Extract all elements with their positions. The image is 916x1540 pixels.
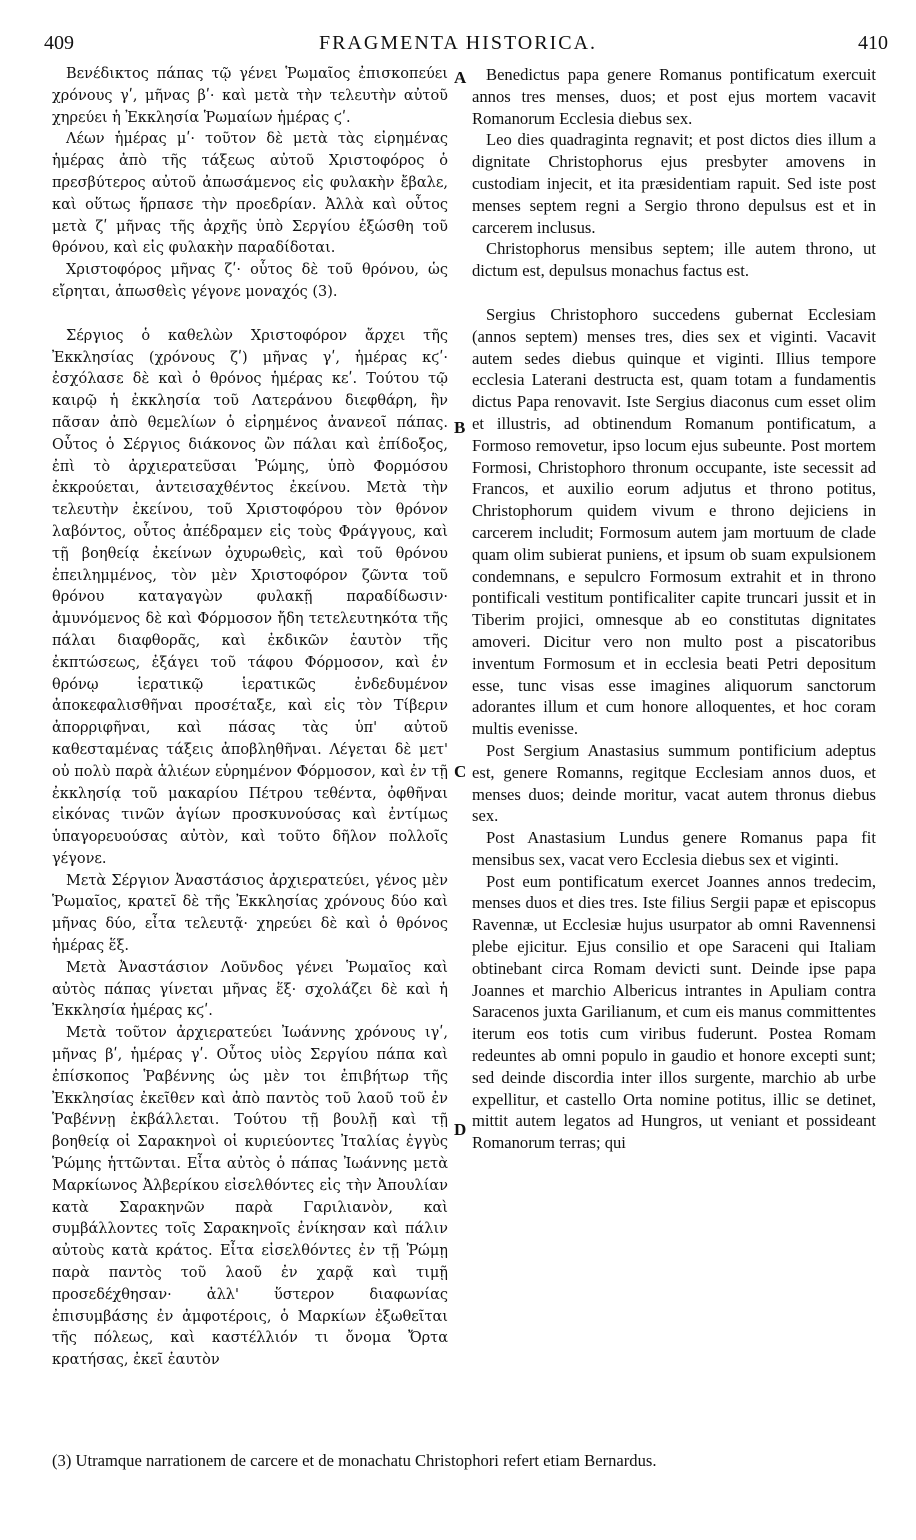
greek-paragraph: Βενέδικτος πάπας τῷ γένει Ῥωμαῖος ἐπισκοπεύει χρόνους γʹ, μῆνας βʹ· καὶ μετὰ τὴν τελευτὴν αὐτοῦ χηρεύει ἡ Ἐκκλησία Ῥωμαίων ἡμέρας ϛʹ. xyxy=(52,66,448,126)
greek-column xyxy=(52,64,448,1449)
latin-column xyxy=(472,64,876,1449)
footnote: (3) Utramque narrationem de carcere et de monachatu Christophori refert etiam Bernardus. xyxy=(52,1451,657,1470)
greek-paragraph: Μετὰ Σέργιον Ἀναστάσιος ἀρχιερατεύει, γένος μὲν Ῥωμαῖος, κρατεῖ δὲ τῆς Ἐκκλησίας χρόνους δύο καὶ μῆνας δύο, εἶτα τελευτᾷ· χηρεύει δὲ καὶ ὁ θρόνος ἡμέρας ἕξ. xyxy=(52,872,448,955)
page-number-right: 410 xyxy=(858,32,888,54)
latin-paragraph: Post Sergium Anastasius summum pontificium adeptus est, genere Romanns, regitque Ecclesiam annos duos, et menses duos; deinde moritur, vacat autem thronus diebus sex. xyxy=(472,740,876,826)
latin-paragraph: Sergius Christophoro succedens gubernat Ecclesiam (annos septem) menses tres, dies sex et viginti. Vacavit autem sedes diebus quinque et viginti. Illius tempore ecclesia Laterani destructa est, quam totam a fundamentis dictus Papa renovavit. Iste Sergius diaconus cum esset olim et illustris, ad obtinendum Romanum pontificatum, a Formoso removetur, ipso locum ejus subeunte. Post mortem Formosi, Christophoro thronum occupante, iste secessit ad Francos, et auxilio eorum adjutus et throno potitus, Christophorum quidem vivum e throno dejiciens in carcerem includit; Formosum autem jam mortuum de clade quam olim subierat puniens, et ipsum ob suam expulsionem condemnans, e sepulcro Formosum extrahit et in throno pontificali vestitum pontificaliter capite truncari jussit et in Tiberim projici, omnesque ab eo constitutas dignitates amoveri. Dicitur vero non multo post a piscatoribus inventum Formosum et in ecclesia beati Petri depositum esse, tunc visas esse imagines aliquorum sanctorum adorantes illum et cum honore alloquentes, et hoc coram multis evenisse. xyxy=(472,304,876,739)
paragraph-gap xyxy=(472,282,876,304)
latin-paragraph: Post Anastasium Lundus genere Romanus papa fit mensibus sex, vacat vero Ecclesia diebus sex et viginti. xyxy=(472,828,876,869)
latin-paragraph: Post eum pontificatum exercet Joannes annos tredecim, menses duos et dies tres. Iste filius Sergii papæ et episcopus Ravennæ, ut Ecclesiæ hujus usurpator ab omni Ravennensi plebe ejicitur. Ejus consilio et ope Saraceni qui Italiam obtinebant circa Romam devicti sunt. Deinde ipse papa Joannes et marchio Albericus intrantes in Apuliam contra Saracenos juxta Garilianum, et cum eis manus committentes iterum eos totis cum viribus fuderunt. Postea Romam redeuntes ab omni populo in gaudio et honore excepti sunt; sed deinde discordia inter illos surgente, marchio ab urbe expellitur, et castello Orta nomine potitus, illic se detinet, mittit autem legatos ad Hungros, ut veniant et possideant Romanorum terras; qui xyxy=(472,871,876,1153)
greek-paragraph: Λέων ἡμέρας μʹ· τοῦτον δὲ μετὰ τὰς εἰρημένας ἡμέρας ἀπὸ τῆς τάξεως αὐτοῦ Χριστοφόρος ὁ πρεσβύτερος αὐτοῦ ἀπωσάμενος εἰς φυλακὴν ἔβαλε, καὶ οὕτως ἥρπασε τὴν προεδρίαν. Ἀλλὰ καὶ οὗτος μετὰ ζʹ μῆνας τῆς ἀρχῆς ὑπὸ Σεργίου ἐξώσθη τοῦ θρόνου, καὶ εἰς φυλακὴν παραδίδοται. xyxy=(52,131,448,257)
page-number-left: 409 xyxy=(44,32,74,54)
paragraph-gap xyxy=(52,304,448,326)
running-header xyxy=(0,32,916,62)
greek-paragraph: Σέργιος ὁ καθελὼν Χριστοφόρον ἄρχει τῆς Ἐκκλησίας (χρόνους ζʹ) μῆνας γʹ, ἡμέρας κϛʹ· ἐσχόλασε δὲ καὶ ὁ θρόνος ἡμέρας κεʹ. Τούτου τῷ καιρῷ ἡ ἐκκλησία τοῦ Λατεράνου διεφθάρη, ἣν πᾶσαν ἀπὸ θεμελίων ὁ εἰρημένος ἀνανεοῖ πάπας. Οὗτος ὁ Σέργιος διάκονος ὢν πάλαι καὶ ἐπίδοξος, ἐπὶ τὸ ἀρχιερατεῦσαι Ῥώμης, ὑπὸ Φορμόσου ἐκκρούεται, ἀντεισαχθέντος ἐκείνου. Μετὰ τὴν τελευτὴν ἐκείνου, τοῦ Χριστοφόρου τὸν θρόνον λαβόντος, οὗτος ἀπέδραμεν εἰς τοὺς Φράγγους, καὶ τῇ βοηθείᾳ ἐκείνων ὀχυρωθεὶς, καὶ τοῦ θρόνου ἐπειλημμένος, τὸν μὲν Χριστοφόρον ζῶντα τοῦ θρόνου καταγαγὼν φυλακῇ παραδίδωσιν· ἀμυνόμενος δὲ καὶ Φόρμοσον ἤδη τετελευτηκότα τῆς πάλαι διαφθορᾶς, καὶ ἐκδικῶν ἑαυτὸν τῆς ἐκπτώσεως, ἐξάγει τοῦ τάφου Φόρμοσον, καὶ ἐν θρόνῳ ἱερατικῷ ἱερατικῶς ἐνδεδυμένον ἀποκεφαλισθῆναι προσέταξε, καὶ εἰς τὸν Τίβεριν ἀπορριφῆναι, καὶ πάσας τὰς ὑπ' αὐτοῦ καθεσταμένας τάξεις ἀποβληθῆναι. Λέγεται δὲ μετ' οὐ πολὺ παρὰ ἁλιέων εὑρημένον Φόρμοσον, καὶ ἐν τῇ ἐκκλησίᾳ τοῦ μακαρίου Πέτρου τεθέντα, ὀφθῆναι εἰκόνας τινῶν ἁγίων προσκυνούσας καὶ ἐντίμως ὑπαγορευούσας αὐτὸν, καὶ τοῦτο δῆλον πολλοῖς γέγονε. xyxy=(52,327,448,867)
margin-marker-a: A xyxy=(454,68,467,87)
margin-marker-b: B xyxy=(454,418,466,437)
greek-paragraph: Μετὰ τοῦτον ἀρχιερατεύει Ἰωάννης χρόνους ιγʹ, μῆνας βʹ, ἡμέρας γʹ. Οὗτος υἱὸς Σεργίου πάπα καὶ ἐπίσκοπος Ῥαβέννης ὡς μὲν τοι ἐπιβήτωρ τῆς Ἐκκλησίας ἐκεῖθεν καὶ ἀπὸ παντὸς τοῦ λαοῦ τοῦ ἐν Ῥαβέννῃ ἐκβάλλεται. Τούτου τῇ βουλῇ καὶ τῇ βοηθείᾳ οἱ Σαρακηνοὶ οἱ κυριεύοντες Ἰταλίας ἐγγὺς Ῥώμης ἡττῶνται. Εἶτα αὐτὸς ὁ πάπας Ἰωάννης μετὰ Μαρκίωνος Ἀλβερίκου εἰσελθόντες εἰς τὴν Ἀπουλίαν κατὰ Σαρακηνῶν παρὰ Γαριλιανὸν, καὶ συμβάλλοντες τοῖς Σαρακηνοῖς ἐνίκησαν καὶ πάλιν αὐτοὺς κατὰ κράτος. Εἶτα εἰσελθόντες ἐν τῇ Ῥώμῃ παρὰ παντὸς τοῦ λαοῦ ἐν χαρᾷ καὶ τιμῇ προσεδέχθησαν· ἀλλ' ὕστερον διαφωνίας ἐπισυμβάσης ἐν ἀμφοτέροις, ὁ Μαρκίων ἐξωθεῖται τῆς πόλεως, καὶ καστέλλιόν τι ὄνομα Ὄρτα κρατήσας, ἐκεῖ ἑαυτὸν xyxy=(52,1025,448,1369)
greek-paragraph: Χριστοφόρος μῆνας ζʹ· οὗτος δὲ τοῦ θρόνου, ὡς εἴρηται, ἀπωσθεὶς γέγονε μοναχός (3). xyxy=(52,262,448,300)
latin-paragraph: Benedictus papa genere Romanus pontificatum exercuit annos tres menses, duos; et post ejus mortem vacavit Romanorum Ecclesia diebus sex. xyxy=(472,65,876,128)
margin-marker-d: D xyxy=(454,1120,467,1139)
margin-marker-c: C xyxy=(454,762,467,781)
latin-paragraph: Christophorus mensibus septem; ille autem throno, ut dictum est, depulsus monachus factus est. xyxy=(472,239,876,281)
greek-paragraph: Μετὰ Ἀναστάσιον Λοῦνδος γένει Ῥωμαῖος καὶ αὐτὸς πάπας γίνεται μῆνας ἕξ· σχολάζει δὲ καὶ ἡ Ἐκκλησία ἡμέρας κϛʹ. xyxy=(52,959,448,1020)
running-title: FRAGMENTA HISTORICA. xyxy=(318,32,598,54)
latin-paragraph: Leo dies quadraginta regnavit; et post dictos dies illum a dignitate Christophorus ejus presbyter amovens in custodiam injecit, et ita præsidentiam rapuit. Sed iste post menses septem regni a Sergio throno depulsus est et in carcerem inclusus. xyxy=(472,130,876,237)
